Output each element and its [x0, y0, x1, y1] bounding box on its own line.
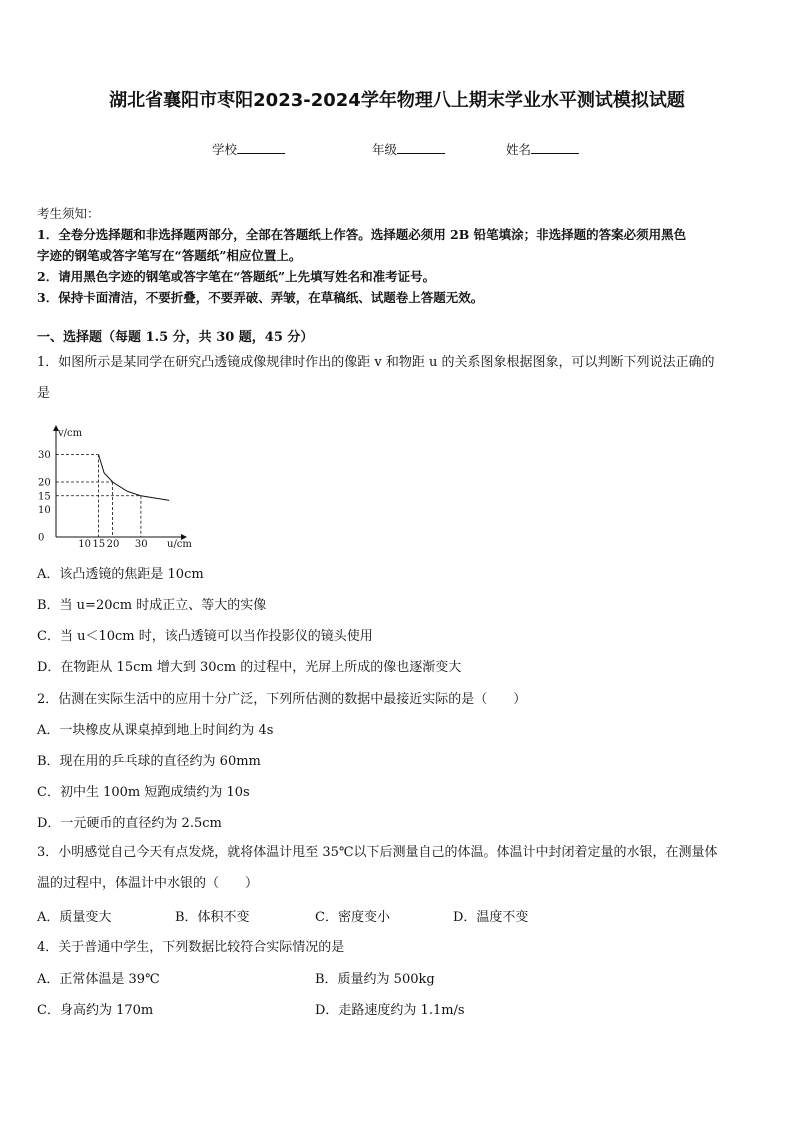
y-tick-label: 15	[38, 491, 51, 503]
student-info-row	[0, 140, 794, 160]
y-tick-label: 10	[38, 505, 51, 516]
page-title: 湖北省襄阳市枣阳2023-2024学年物理八上期末学业水平测试模拟试题	[109, 90, 685, 111]
exam-notice	[37, 203, 757, 308]
school-field	[212, 140, 285, 158]
q4-option-d: D．走路速度约为 1.1m/s	[315, 1003, 465, 1018]
q2-option-d: D．一元硬币的直径约为 2.5cm	[37, 816, 222, 831]
question-stem: 3．小明感觉自己今天有点发烧，就将体温计甩至 35℃以下后测量自己的体温。体温计中封闭着定量的水银，在测量体	[37, 845, 718, 860]
q3-option-a: A．质量变大	[37, 910, 112, 925]
x-tick-label: 15	[92, 539, 106, 550]
q1-option-b: B．当 u=20cm 时成正立、等大的实像	[37, 598, 267, 613]
grade-label: 年级	[372, 142, 398, 157]
q4-option-c: C．身高约为 170m	[37, 1003, 154, 1018]
guide-lines	[56, 455, 141, 538]
q4-option-b: B．质量约为 500kg	[315, 972, 435, 987]
x-tick-label: 20	[106, 539, 120, 550]
question-1	[37, 347, 759, 409]
question-2-stem: 2．估测在实际生活中的应用十分广泛，下列所估测的数据中最接近实际的是（ ）	[37, 692, 527, 707]
q2-option-c: C．初中生 100m 短跑成绩约为 10s	[37, 785, 250, 800]
question-stem: 1．如图所示是某同学在研究凸透镜成像规律时作出的像距 v 和物距 u 的关系图象根据图象，可以判断下列说法正确的	[37, 355, 715, 370]
q2-option-a: A．一块橡皮从课桌掉到地上时间约为 4s	[37, 723, 274, 738]
question-stem: 温的过程中，体温计中水银的（ ）	[37, 876, 259, 891]
q4-option-a: A．正常体温是 39℃	[37, 972, 160, 987]
name-label: 姓名	[506, 142, 532, 157]
q3-option-c: C．密度变小	[315, 910, 390, 925]
notice-heading: 考生须知：	[37, 206, 100, 221]
y-tick-label: 0	[38, 532, 45, 544]
section-title: 一、选择题（每题 1.5 分，共 30 题，45 分）	[37, 330, 314, 345]
notice-item: 1．全卷分选择题和非选择题两部分，全部在答题纸上作答。选择题必须用 2B 铅笔填涂；非选择题的答案必须用黑色	[37, 227, 687, 242]
y-tick-labels	[38, 450, 51, 544]
grade-blank	[397, 141, 445, 154]
y-tick-label: 30	[38, 450, 51, 461]
data-curve	[99, 455, 170, 501]
question-stem: 是	[37, 386, 51, 401]
q3-option-b: B．体积不变	[175, 910, 250, 925]
grade-field	[372, 140, 445, 158]
x-tick-label: 30	[134, 539, 148, 550]
school-label: 学校	[212, 142, 238, 157]
q2-option-b: B．现在用的乒乓球的直径约为 60mm	[37, 754, 261, 769]
v-u-graph	[36, 420, 196, 550]
school-blank	[237, 141, 285, 154]
name-blank	[531, 141, 579, 154]
notice-item: 字迹的钢笔或答字笔写在“答题纸”相应位置上。	[37, 248, 302, 263]
question-4-stem: 4．关于普通中学生，下列数据比较符合实际情况的是	[37, 940, 345, 955]
name-field	[506, 140, 579, 158]
q1-option-a: A．该凸透镜的焦距是 10cm	[37, 567, 204, 582]
q3-option-d: D．温度不变	[453, 910, 529, 925]
notice-item: 3．保持卡面清洁，不要折叠，不要弄破、弄皱，在草稿纸、试题卷上答题无效。	[37, 290, 484, 305]
x-axis-label: u/cm	[167, 539, 192, 550]
question-3	[37, 837, 759, 899]
notice-item: 2．请用黑色字迹的钢笔或答字笔在“答题纸”上先填写姓名和准考证号。	[37, 269, 436, 284]
y-tick-label: 20	[38, 477, 51, 489]
x-tick-label: 10	[78, 539, 92, 550]
y-axis-label: v/cm	[58, 428, 83, 439]
q1-option-c: C．当 u＜10cm 时，该凸透镜可以当作投影仪的镜头使用	[37, 629, 373, 644]
q1-option-d: D．在物距从 15cm 增大到 30cm 的过程中，光屏上所成的像也逐渐变大	[37, 660, 462, 675]
x-tick-labels	[78, 539, 147, 550]
